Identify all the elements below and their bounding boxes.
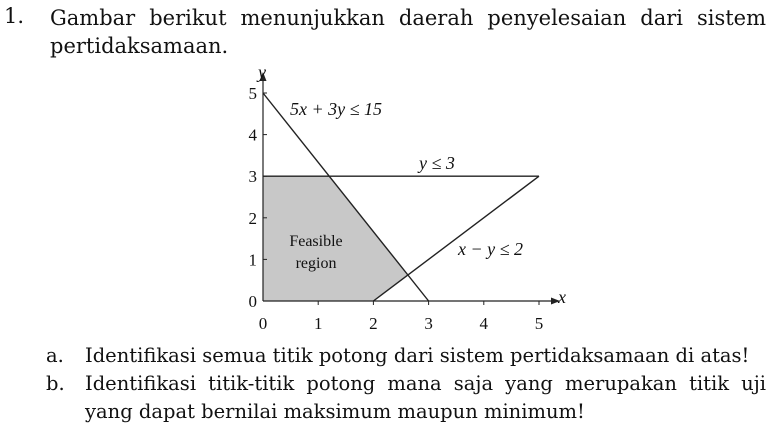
subquestion-b-text: Identifikasi titik-titik potong mana saja yang merupakan titik uji yang dapat bernilai maksimum maupun minimum! bbox=[85, 372, 766, 423]
constraint-label-2: y ≤ 3 bbox=[419, 153, 455, 173]
feasible-label-line2: region bbox=[295, 255, 337, 272]
x-tick-label: 5 bbox=[534, 314, 544, 333]
x-tick-label: 3 bbox=[424, 314, 433, 333]
y-axis-label: y bbox=[258, 62, 266, 82]
y-tick-label: 0 bbox=[248, 292, 257, 311]
feasible-label-line1: Feasible bbox=[289, 233, 343, 250]
x-tick-label: 1 bbox=[313, 314, 323, 333]
y-tick-label: 1 bbox=[248, 250, 257, 270]
x-axis-label: x bbox=[558, 287, 566, 307]
x-tick-label: 0 bbox=[258, 314, 268, 333]
subquestion-b-label: b. bbox=[46, 372, 65, 395]
y-tick-label: 4 bbox=[248, 125, 257, 145]
y-tick-label: 2 bbox=[248, 208, 257, 228]
constraint-label-3: x − y ≤ 2 bbox=[458, 239, 524, 259]
y-tick-label: 3 bbox=[248, 167, 257, 187]
subquestion-b bbox=[46, 370, 766, 426]
constraint-label-1: 5x + 3y ≤ 15 bbox=[290, 99, 383, 119]
x-tick-label: 4 bbox=[479, 314, 489, 333]
question-text: Gambar berikut menunjukkan daerah penyelesaian dari sistem pertidaksamaan. bbox=[50, 6, 766, 58]
y-tick-label: 5 bbox=[248, 84, 257, 103]
question-number: 1. bbox=[4, 4, 25, 28]
x-tick-label: 2 bbox=[369, 314, 378, 333]
subquestion-a-label: a. bbox=[46, 344, 64, 367]
subquestion-a-text: Identifikasi semua titik potong dari sistem pertidaksamaan di atas! bbox=[85, 344, 750, 367]
subquestion-a bbox=[46, 342, 766, 370]
